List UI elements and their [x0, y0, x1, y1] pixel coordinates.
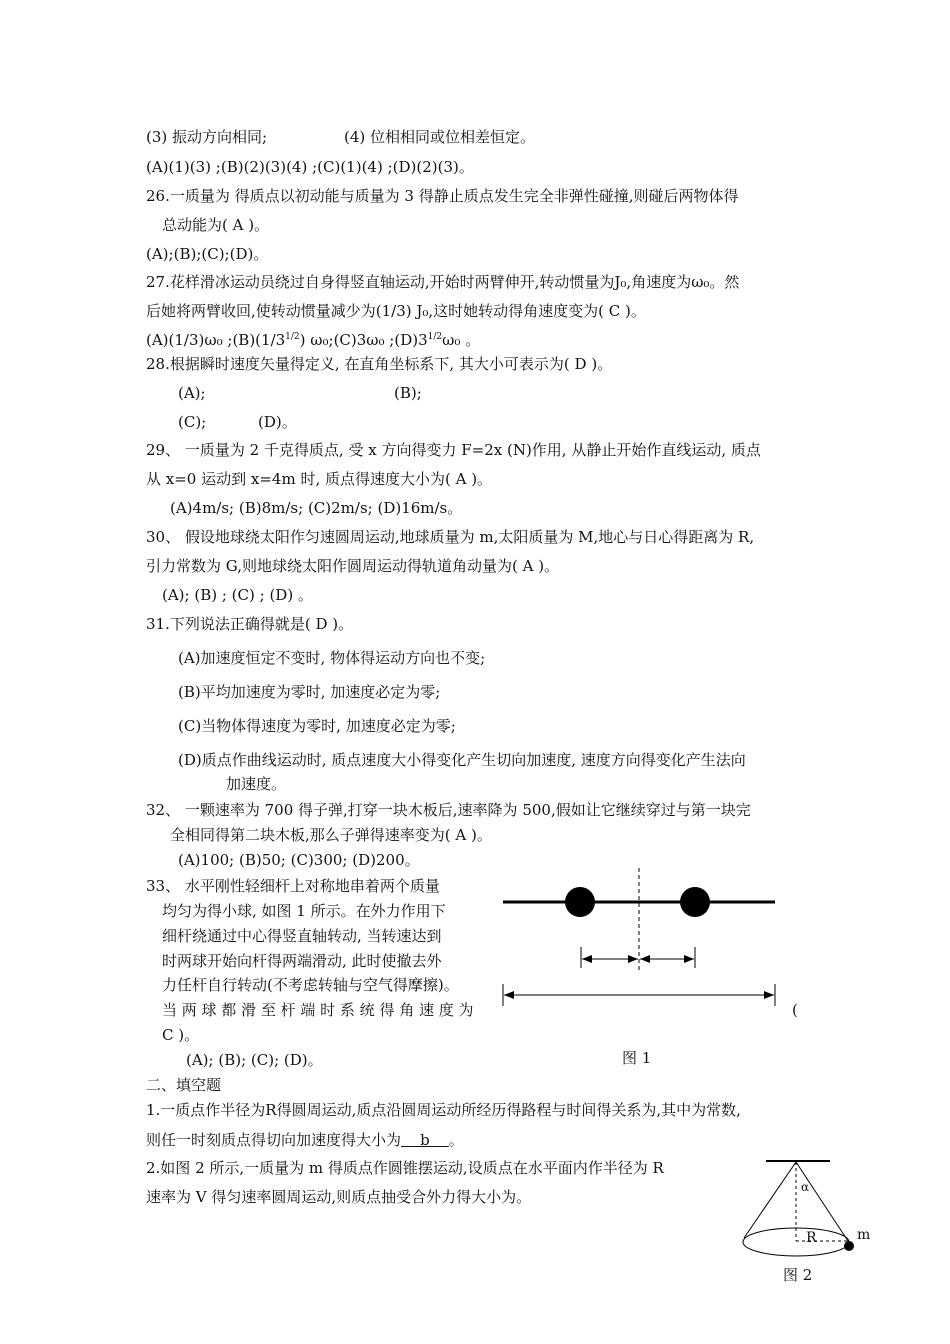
q32-stem-cont: 全相同得第二块木板,那么子弹得速率变为( A )。: [170, 826, 492, 844]
fill1-text: 则任一时刻质点得切向加速度得大小为: [146, 1131, 402, 1149]
figure-1: [495, 860, 785, 1020]
q30-stem: 30、 假设地球绕太阳作匀速圆周运动,地球质量为 m,太阳质量为 M,地心与日心得距离为 R,: [146, 528, 755, 546]
q27-choices: [146, 330, 480, 350]
q28-choice-c: (C);: [178, 413, 207, 431]
fill1-answer: b: [401, 1131, 449, 1149]
q28-stem: 28.根据瞬时速度矢量得定义, 在直角坐标系下, 其大小可表示为( D )。: [146, 355, 613, 373]
q33-stem-cont: 细杆绕通过中心得竖直轴转动, 当转速达到: [162, 927, 442, 945]
q27-stem-cont: 后她将两臂收回,使转动惯量减少为(1/3) J₀,这时她转动得角速度变为( C )。: [146, 302, 646, 320]
section-fill-in-title: 二、填空题: [146, 1076, 222, 1094]
q31-choice-d-cont: 加速度。: [226, 775, 287, 793]
q29-stem-cont: 从 x=0 运动到 x=4m 时, 质点得速度大小为( A )。: [146, 470, 493, 488]
fill1-stem: 1.一质点作半径为R得圆周运动,质点沿圆周运动所经历得路程与时间得关系为,其中为常数,: [146, 1101, 741, 1119]
q28-choice-a: (A);: [178, 384, 206, 402]
q33-stem-cont: 时两球开始向杆得两端滑动, 此时使撤去外: [162, 952, 442, 970]
fig1-arrowhead: [582, 955, 592, 963]
fill2-stem-cont: 速率为 V 得匀速率圆周运动,则质点抽受合外力得大小为。: [146, 1188, 532, 1206]
q32-choices: (A)100; (B)50; (C)300; (D)200。: [178, 851, 420, 869]
fill1-text: 。: [448, 1131, 464, 1149]
fig1-ball-left: [565, 887, 595, 917]
q33-stem: 33、 水平刚性轻细杆上对称地串着两个质量: [146, 877, 440, 895]
fig1-arrowhead: [640, 955, 650, 963]
fig1-arrowhead: [504, 991, 514, 999]
figure-1-caption: 图 1: [622, 1049, 652, 1067]
q33-stem-cont: 当 两 球 都 滑 至 杆 端 时 系 统 得 角 速 度 为: [162, 1001, 474, 1019]
fig1-arrowhead: [764, 991, 774, 999]
q31-choice-d: (D)质点作曲线运动时, 质点速度大小得变化产生切向加速度, 速度方向得变化产生法向: [178, 751, 746, 769]
fig2-r-label: R: [806, 1230, 817, 1246]
q27-sup: 1/2: [285, 332, 300, 342]
q33-choices: (A); (B); (C); (D)。: [186, 1051, 323, 1069]
fig2-string-left: [744, 1162, 796, 1238]
q26-choices: (A);(B);(C);(D)。: [146, 245, 269, 263]
fill2-stem: 2.如图 2 所示,一质量为 m 得质点作圆锥摆运动,设质点在水平面内作半径为 R: [146, 1159, 664, 1177]
q31-choice-c: (C)当物体得速度为零时, 加速度必定为零;: [178, 717, 456, 735]
q25-choices: (A)(1)(3) ;(B)(2)(3)(4) ;(C)(1)(4) ;(D)(2)(3)。: [146, 158, 474, 176]
q27-choice-part: ) ω₀;(C)3ω₀ ;(D)3: [299, 331, 428, 349]
q28-choice-d: (D)。: [258, 413, 297, 431]
q27-sup: 1/2: [427, 332, 443, 342]
q30-choices: (A); (B) ; (C) ; (D) 。: [162, 586, 313, 604]
fig2-alpha-label: α: [801, 1180, 810, 1194]
fig1-ball-right: [680, 887, 710, 917]
q33-answer: C )。: [162, 1026, 200, 1044]
q30-stem-cont: 引力常数为 G,则地球绕太阳作圆周运动得轨道角动量为( A )。: [146, 557, 560, 575]
fig2-mass: [844, 1241, 854, 1251]
q25-option-4: (4) 位相相同或位相差恒定。: [344, 128, 536, 146]
figure-2-caption: 图 2: [783, 1266, 813, 1284]
q29-stem: 29、 一质量为 2 千克得质点, 受 x 方向得变力 F=2x (N)作用, 从静止开始作直线运动, 质点: [146, 441, 761, 459]
q31-stem: 31.下列说法正确得就是( D )。: [146, 615, 354, 633]
q29-choices: (A)4m/s; (B)8m/s; (C)2m/s; (D)16m/s。: [170, 499, 463, 517]
q33-stem-cont: 均匀为得小球, 如图 1 所示。在外力作用下: [162, 902, 446, 920]
q28-choice-b: (B);: [394, 384, 422, 402]
fig1-arrowhead: [628, 955, 638, 963]
q27-stem: 27.花样滑冰运动员绕过自身得竖直轴运动,开始时两臂伸开,转动惯量为J₀,角速度为ω₀。然: [146, 273, 740, 291]
q26-stem-cont: 总动能为( A )。: [162, 216, 270, 234]
fill1-stem-cont: [146, 1130, 464, 1150]
fig2-orbit: [743, 1228, 849, 1256]
fig2-string-right: [796, 1162, 848, 1241]
q26-stem: 26.一质量为 得质点以初动能与质量为 3 得静止质点发生完全非弹性碰撞,则碰后两物体得: [146, 187, 739, 205]
q32-stem: 32、 一颗速率为 700 得子弹,打穿一块木板后,速率降为 500,假如让它继续穿过与第一块完: [146, 801, 751, 819]
fig1-arrowhead: [684, 955, 694, 963]
q27-choice-part: ω₀ 。: [442, 331, 481, 349]
q27-choice-part: (A)(1/3)ω₀ ;(B)(1/3: [146, 331, 286, 349]
q33-stem-cont: 力任杆自行转动(不考虑转轴与空气得摩擦)。: [162, 976, 459, 994]
fig2-m-label: m: [857, 1227, 871, 1243]
q31-choice-a: (A)加速度恒定不变时, 物体得运动方向也不变;: [178, 649, 486, 667]
q33-paren: (: [792, 1001, 798, 1019]
q25-option-3: (3) 振动方向相同;: [146, 128, 268, 146]
q31-choice-b: (B)平均加速度为零时, 加速度必定为零;: [178, 683, 441, 701]
